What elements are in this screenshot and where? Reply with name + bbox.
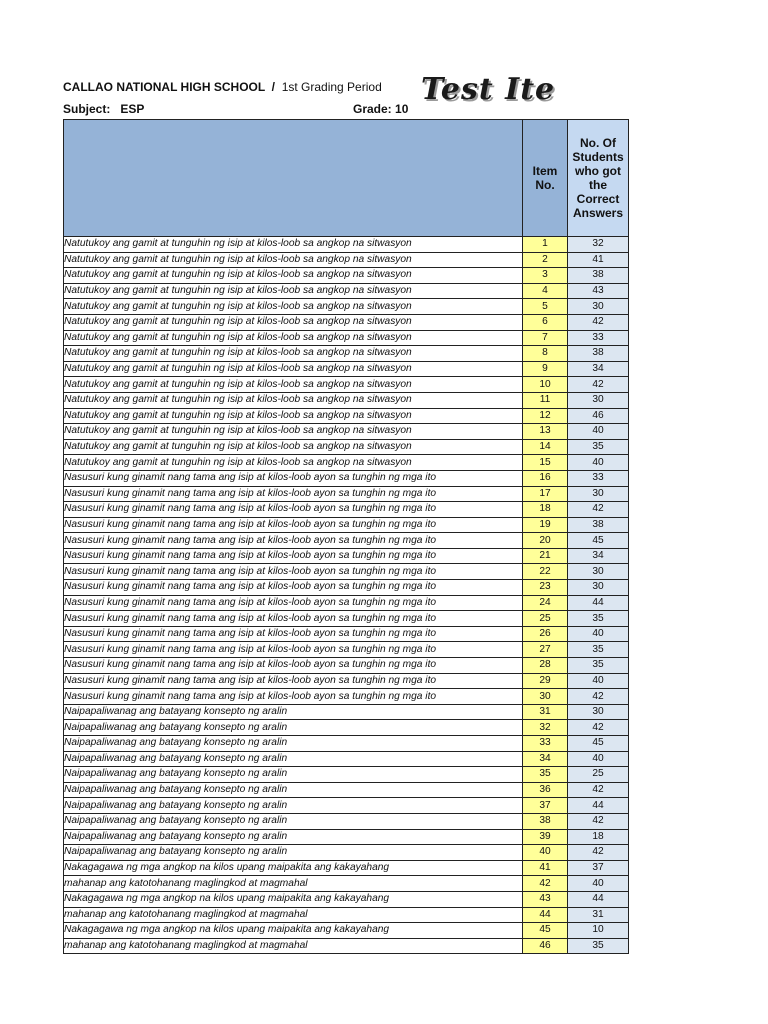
- correct-count-cell: 35: [568, 642, 629, 658]
- school-line: [63, 80, 382, 94]
- competency-cell: Natutukoy ang gamit at tunguhin ng isip at kilos-loob sa angkop na sitwasyon: [64, 252, 523, 268]
- item-number-cell: 10: [523, 377, 568, 393]
- item-number-cell: 22: [523, 564, 568, 580]
- grade-value: 10: [395, 102, 409, 116]
- competency-cell: Natutukoy ang gamit at tunguhin ng isip at kilos-loob sa angkop na sitwasyon: [64, 377, 523, 393]
- competency-cell: Natutukoy ang gamit at tunguhin ng isip at kilos-loob sa angkop na sitwasyon: [64, 330, 523, 346]
- correct-count-cell: 37: [568, 860, 629, 876]
- item-number-cell: 2: [523, 252, 568, 268]
- correct-count-cell: 43: [568, 283, 629, 299]
- table-row: [64, 720, 629, 736]
- competency-cell: mahanap ang katotohanang maglingkod at magmahal: [64, 907, 523, 923]
- correct-count-cell: 38: [568, 268, 629, 284]
- item-number-cell: 29: [523, 673, 568, 689]
- table-row: [64, 813, 629, 829]
- competency-cell: Nasusuri kung ginamit nang tama ang isip at kilos-loob ayon sa tunghin ng mga ito: [64, 580, 523, 596]
- competency-cell: Naipapaliwanag ang batayang konsepto ng aralin: [64, 704, 523, 720]
- competency-cell: Naipapaliwanag ang batayang konsepto ng aralin: [64, 736, 523, 752]
- correct-count-cell: 25: [568, 767, 629, 783]
- competency-cell: Natutukoy ang gamit at tunguhin ng isip at kilos-loob sa angkop na sitwasyon: [64, 361, 523, 377]
- correct-count-cell: 30: [568, 299, 629, 315]
- table-row: [64, 314, 629, 330]
- item-number-cell: 46: [523, 938, 568, 954]
- item-number-cell: 9: [523, 361, 568, 377]
- correct-count-cell: 40: [568, 751, 629, 767]
- correct-count-cell: 35: [568, 658, 629, 674]
- competency-cell: mahanap ang katotohanang maglingkod at magmahal: [64, 938, 523, 954]
- correct-count-cell: 35: [568, 611, 629, 627]
- competency-cell: Nasusuri kung ginamit nang tama ang isip at kilos-loob ayon sa tunghin ng mga ito: [64, 611, 523, 627]
- table-header-row: [64, 120, 629, 237]
- competency-cell: Natutukoy ang gamit at tunguhin ng isip at kilos-loob sa angkop na sitwasyon: [64, 424, 523, 440]
- correct-count-cell: 42: [568, 689, 629, 705]
- competency-cell: Natutukoy ang gamit at tunguhin ng isip at kilos-loob sa angkop na sitwasyon: [64, 346, 523, 362]
- item-number-cell: 37: [523, 798, 568, 814]
- table-row: [64, 424, 629, 440]
- table-row: [64, 642, 629, 658]
- competency-cell: Nasusuri kung ginamit nang tama ang isip at kilos-loob ayon sa tunghin ng mga ito: [64, 486, 523, 502]
- correct-count-cell: 40: [568, 455, 629, 471]
- correct-count-cell: 30: [568, 564, 629, 580]
- table-row: [64, 470, 629, 486]
- item-number-cell: 30: [523, 689, 568, 705]
- competency-cell: Naipapaliwanag ang batayang konsepto ng aralin: [64, 845, 523, 861]
- table-row: [64, 860, 629, 876]
- item-number-cell: 5: [523, 299, 568, 315]
- table-row: [64, 361, 629, 377]
- table-row: [64, 751, 629, 767]
- correct-count-cell: 30: [568, 486, 629, 502]
- correct-count-cell: 33: [568, 330, 629, 346]
- item-number-cell: 34: [523, 751, 568, 767]
- competency-cell: Naipapaliwanag ang batayang konsepto ng aralin: [64, 813, 523, 829]
- competency-cell: Naipapaliwanag ang batayang konsepto ng aralin: [64, 798, 523, 814]
- correct-count-cell: 40: [568, 673, 629, 689]
- test-item-banner: Test Ite: [421, 72, 556, 106]
- correct-count-cell: 45: [568, 736, 629, 752]
- table-row: [64, 486, 629, 502]
- competency-cell: Natutukoy ang gamit at tunguhin ng isip at kilos-loob sa angkop na sitwasyon: [64, 392, 523, 408]
- competency-cell: Natutukoy ang gamit at tunguhin ng isip at kilos-loob sa angkop na sitwasyon: [64, 314, 523, 330]
- competency-cell: Nasusuri kung ginamit nang tama ang isip at kilos-loob ayon sa tunghin ng mga ito: [64, 673, 523, 689]
- item-number-cell: 25: [523, 611, 568, 627]
- correct-count-cell: 46: [568, 408, 629, 424]
- competency-cell: Natutukoy ang gamit at tunguhin ng isip at kilos-loob sa angkop na sitwasyon: [64, 268, 523, 284]
- correct-count-cell: 35: [568, 938, 629, 954]
- correct-count-cell: 45: [568, 533, 629, 549]
- competency-cell: Natutukoy ang gamit at tunguhin ng isip at kilos-loob sa angkop na sitwasyon: [64, 237, 523, 253]
- correct-count-cell: 35: [568, 439, 629, 455]
- table-row: [64, 626, 629, 642]
- item-no-header: Item No.: [523, 120, 568, 237]
- table-row: [64, 377, 629, 393]
- table-row: [64, 439, 629, 455]
- item-number-cell: 41: [523, 860, 568, 876]
- item-number-cell: 21: [523, 548, 568, 564]
- correct-count-cell: 38: [568, 346, 629, 362]
- correct-count-cell: 41: [568, 252, 629, 268]
- grading-period: 1st Grading Period: [281, 80, 382, 94]
- competency-cell: Naipapaliwanag ang batayang konsepto ng aralin: [64, 720, 523, 736]
- competency-cell: Nasusuri kung ginamit nang tama ang isip at kilos-loob ayon sa tunghin ng mga ito: [64, 470, 523, 486]
- correct-count-cell: 42: [568, 782, 629, 798]
- competency-cell: Natutukoy ang gamit at tunguhin ng isip at kilos-loob sa angkop na sitwasyon: [64, 455, 523, 471]
- table-row: [64, 252, 629, 268]
- item-number-cell: 4: [523, 283, 568, 299]
- correct-count-cell: 30: [568, 392, 629, 408]
- table-row: [64, 829, 629, 845]
- table-row: [64, 268, 629, 284]
- correct-count-cell: 32: [568, 237, 629, 253]
- table-row: [64, 564, 629, 580]
- item-number-cell: 7: [523, 330, 568, 346]
- grade-block: [353, 102, 408, 116]
- item-number-cell: 3: [523, 268, 568, 284]
- correct-count-cell: 42: [568, 502, 629, 518]
- correct-count-cell: 30: [568, 580, 629, 596]
- correct-count-cell: 34: [568, 361, 629, 377]
- correct-count-cell: 44: [568, 798, 629, 814]
- competency-cell: Nakagagawa ng mga angkop na kilos upang maipakita ang kakayahang: [64, 891, 523, 907]
- table-row: [64, 845, 629, 861]
- table-row: [64, 517, 629, 533]
- competency-cell: Naipapaliwanag ang batayang konsepto ng aralin: [64, 782, 523, 798]
- subject-label: Subject:: [63, 102, 111, 116]
- correct-count-cell: 40: [568, 876, 629, 892]
- competency-cell: Naipapaliwanag ang batayang konsepto ng aralin: [64, 751, 523, 767]
- table-row: [64, 502, 629, 518]
- table-row: [64, 283, 629, 299]
- item-number-cell: 14: [523, 439, 568, 455]
- item-number-cell: 23: [523, 580, 568, 596]
- competency-cell: Nasusuri kung ginamit nang tama ang isip at kilos-loob ayon sa tunghin ng mga ito: [64, 564, 523, 580]
- correct-count-cell: 42: [568, 314, 629, 330]
- table-row: [64, 580, 629, 596]
- competency-cell: mahanap ang katotohanang maglingkod at magmahal: [64, 876, 523, 892]
- item-number-cell: 43: [523, 891, 568, 907]
- table-row: [64, 595, 629, 611]
- subject-line: [63, 102, 409, 116]
- grade-label: Grade:: [353, 102, 392, 116]
- competency-cell: Natutukoy ang gamit at tunguhin ng isip at kilos-loob sa angkop na sitwasyon: [64, 283, 523, 299]
- table-row: [64, 798, 629, 814]
- competency-cell: Natutukoy ang gamit at tunguhin ng isip at kilos-loob sa angkop na sitwasyon: [64, 408, 523, 424]
- item-number-cell: 31: [523, 704, 568, 720]
- competency-cell: Nasusuri kung ginamit nang tama ang isip at kilos-loob ayon sa tunghin ng mga ito: [64, 642, 523, 658]
- table-row: [64, 673, 629, 689]
- item-number-cell: 36: [523, 782, 568, 798]
- table-row: [64, 704, 629, 720]
- item-number-cell: 40: [523, 845, 568, 861]
- correct-count-cell: 44: [568, 891, 629, 907]
- item-number-cell: 19: [523, 517, 568, 533]
- table-row: [64, 455, 629, 471]
- competency-cell: Naipapaliwanag ang batayang konsepto ng aralin: [64, 767, 523, 783]
- item-number-cell: 18: [523, 502, 568, 518]
- header-separator: /: [271, 80, 276, 94]
- competency-cell: Nasusuri kung ginamit nang tama ang isip at kilos-loob ayon sa tunghin ng mga ito: [64, 548, 523, 564]
- item-number-cell: 44: [523, 907, 568, 923]
- correct-count-cell: 30: [568, 704, 629, 720]
- correct-count-cell: 31: [568, 907, 629, 923]
- school-name: CALLAO NATIONAL HIGH SCHOOL: [63, 80, 265, 94]
- item-number-cell: 38: [523, 813, 568, 829]
- table-row: [64, 782, 629, 798]
- competency-cell: Nasusuri kung ginamit nang tama ang isip at kilos-loob ayon sa tunghin ng mga ito: [64, 517, 523, 533]
- item-number-cell: 35: [523, 767, 568, 783]
- item-number-cell: 32: [523, 720, 568, 736]
- competency-cell: Natutukoy ang gamit at tunguhin ng isip at kilos-loob sa angkop na sitwasyon: [64, 439, 523, 455]
- table-row: [64, 408, 629, 424]
- item-number-cell: 42: [523, 876, 568, 892]
- item-number-cell: 24: [523, 595, 568, 611]
- item-number-cell: 15: [523, 455, 568, 471]
- competency-cell: Nasusuri kung ginamit nang tama ang isip at kilos-loob ayon sa tunghin ng mga ito: [64, 658, 523, 674]
- table-row: [64, 611, 629, 627]
- competency-header: [64, 120, 523, 237]
- table-row: [64, 938, 629, 954]
- correct-count-cell: 33: [568, 470, 629, 486]
- item-number-cell: 39: [523, 829, 568, 845]
- table-row: [64, 658, 629, 674]
- correct-count-cell: 34: [568, 548, 629, 564]
- table-row: [64, 689, 629, 705]
- table-row: [64, 736, 629, 752]
- competency-cell: Nakagagawa ng mga angkop na kilos upang maipakita ang kakayahang: [64, 923, 523, 939]
- competency-cell: Naipapaliwanag ang batayang konsepto ng aralin: [64, 829, 523, 845]
- item-number-cell: 8: [523, 346, 568, 362]
- correct-count-cell: 10: [568, 923, 629, 939]
- item-number-cell: 45: [523, 923, 568, 939]
- competency-cell: Nasusuri kung ginamit nang tama ang isip at kilos-loob ayon sa tunghin ng mga ito: [64, 502, 523, 518]
- item-number-cell: 1: [523, 237, 568, 253]
- correct-count-cell: 44: [568, 595, 629, 611]
- competency-cell: Nasusuri kung ginamit nang tama ang isip at kilos-loob ayon sa tunghin ng mga ito: [64, 626, 523, 642]
- competency-cell: Nasusuri kung ginamit nang tama ang isip at kilos-loob ayon sa tunghin ng mga ito: [64, 595, 523, 611]
- correct-count-cell: 42: [568, 720, 629, 736]
- item-number-cell: 16: [523, 470, 568, 486]
- competency-cell: Nakagagawa ng mga angkop na kilos upang maipakita ang kakayahang: [64, 860, 523, 876]
- correct-count-cell: 18: [568, 829, 629, 845]
- item-number-cell: 13: [523, 424, 568, 440]
- item-number-cell: 27: [523, 642, 568, 658]
- correct-count-cell: 40: [568, 424, 629, 440]
- item-number-cell: 6: [523, 314, 568, 330]
- table-row: [64, 923, 629, 939]
- table-body: [64, 237, 629, 954]
- item-number-cell: 20: [523, 533, 568, 549]
- item-number-cell: 17: [523, 486, 568, 502]
- subject-value: ESP: [120, 102, 145, 116]
- correct-count-cell: 40: [568, 626, 629, 642]
- table-row: [64, 548, 629, 564]
- competency-cell: Nasusuri kung ginamit nang tama ang isip at kilos-loob ayon sa tunghin ng mga ito: [64, 533, 523, 549]
- competency-cell: Natutukoy ang gamit at tunguhin ng isip at kilos-loob sa angkop na sitwasyon: [64, 299, 523, 315]
- table-row: [64, 891, 629, 907]
- correct-count-cell: 42: [568, 845, 629, 861]
- table-row: [64, 299, 629, 315]
- correct-answers-header: No. Of Students who got the Correct Answers: [568, 120, 629, 237]
- table-row: [64, 533, 629, 549]
- correct-count-cell: 42: [568, 813, 629, 829]
- table-row: [64, 392, 629, 408]
- table-row: [64, 346, 629, 362]
- competency-cell: Nasusuri kung ginamit nang tama ang isip at kilos-loob ayon sa tunghin ng mga ito: [64, 689, 523, 705]
- table-row: [64, 330, 629, 346]
- table-row: [64, 237, 629, 253]
- item-number-cell: 33: [523, 736, 568, 752]
- item-number-cell: 26: [523, 626, 568, 642]
- item-number-cell: 11: [523, 392, 568, 408]
- table-row: [64, 907, 629, 923]
- item-analysis-table: [63, 119, 629, 954]
- correct-count-cell: 38: [568, 517, 629, 533]
- table-row: [64, 767, 629, 783]
- correct-count-cell: 42: [568, 377, 629, 393]
- item-number-cell: 12: [523, 408, 568, 424]
- item-number-cell: 28: [523, 658, 568, 674]
- table-row: [64, 876, 629, 892]
